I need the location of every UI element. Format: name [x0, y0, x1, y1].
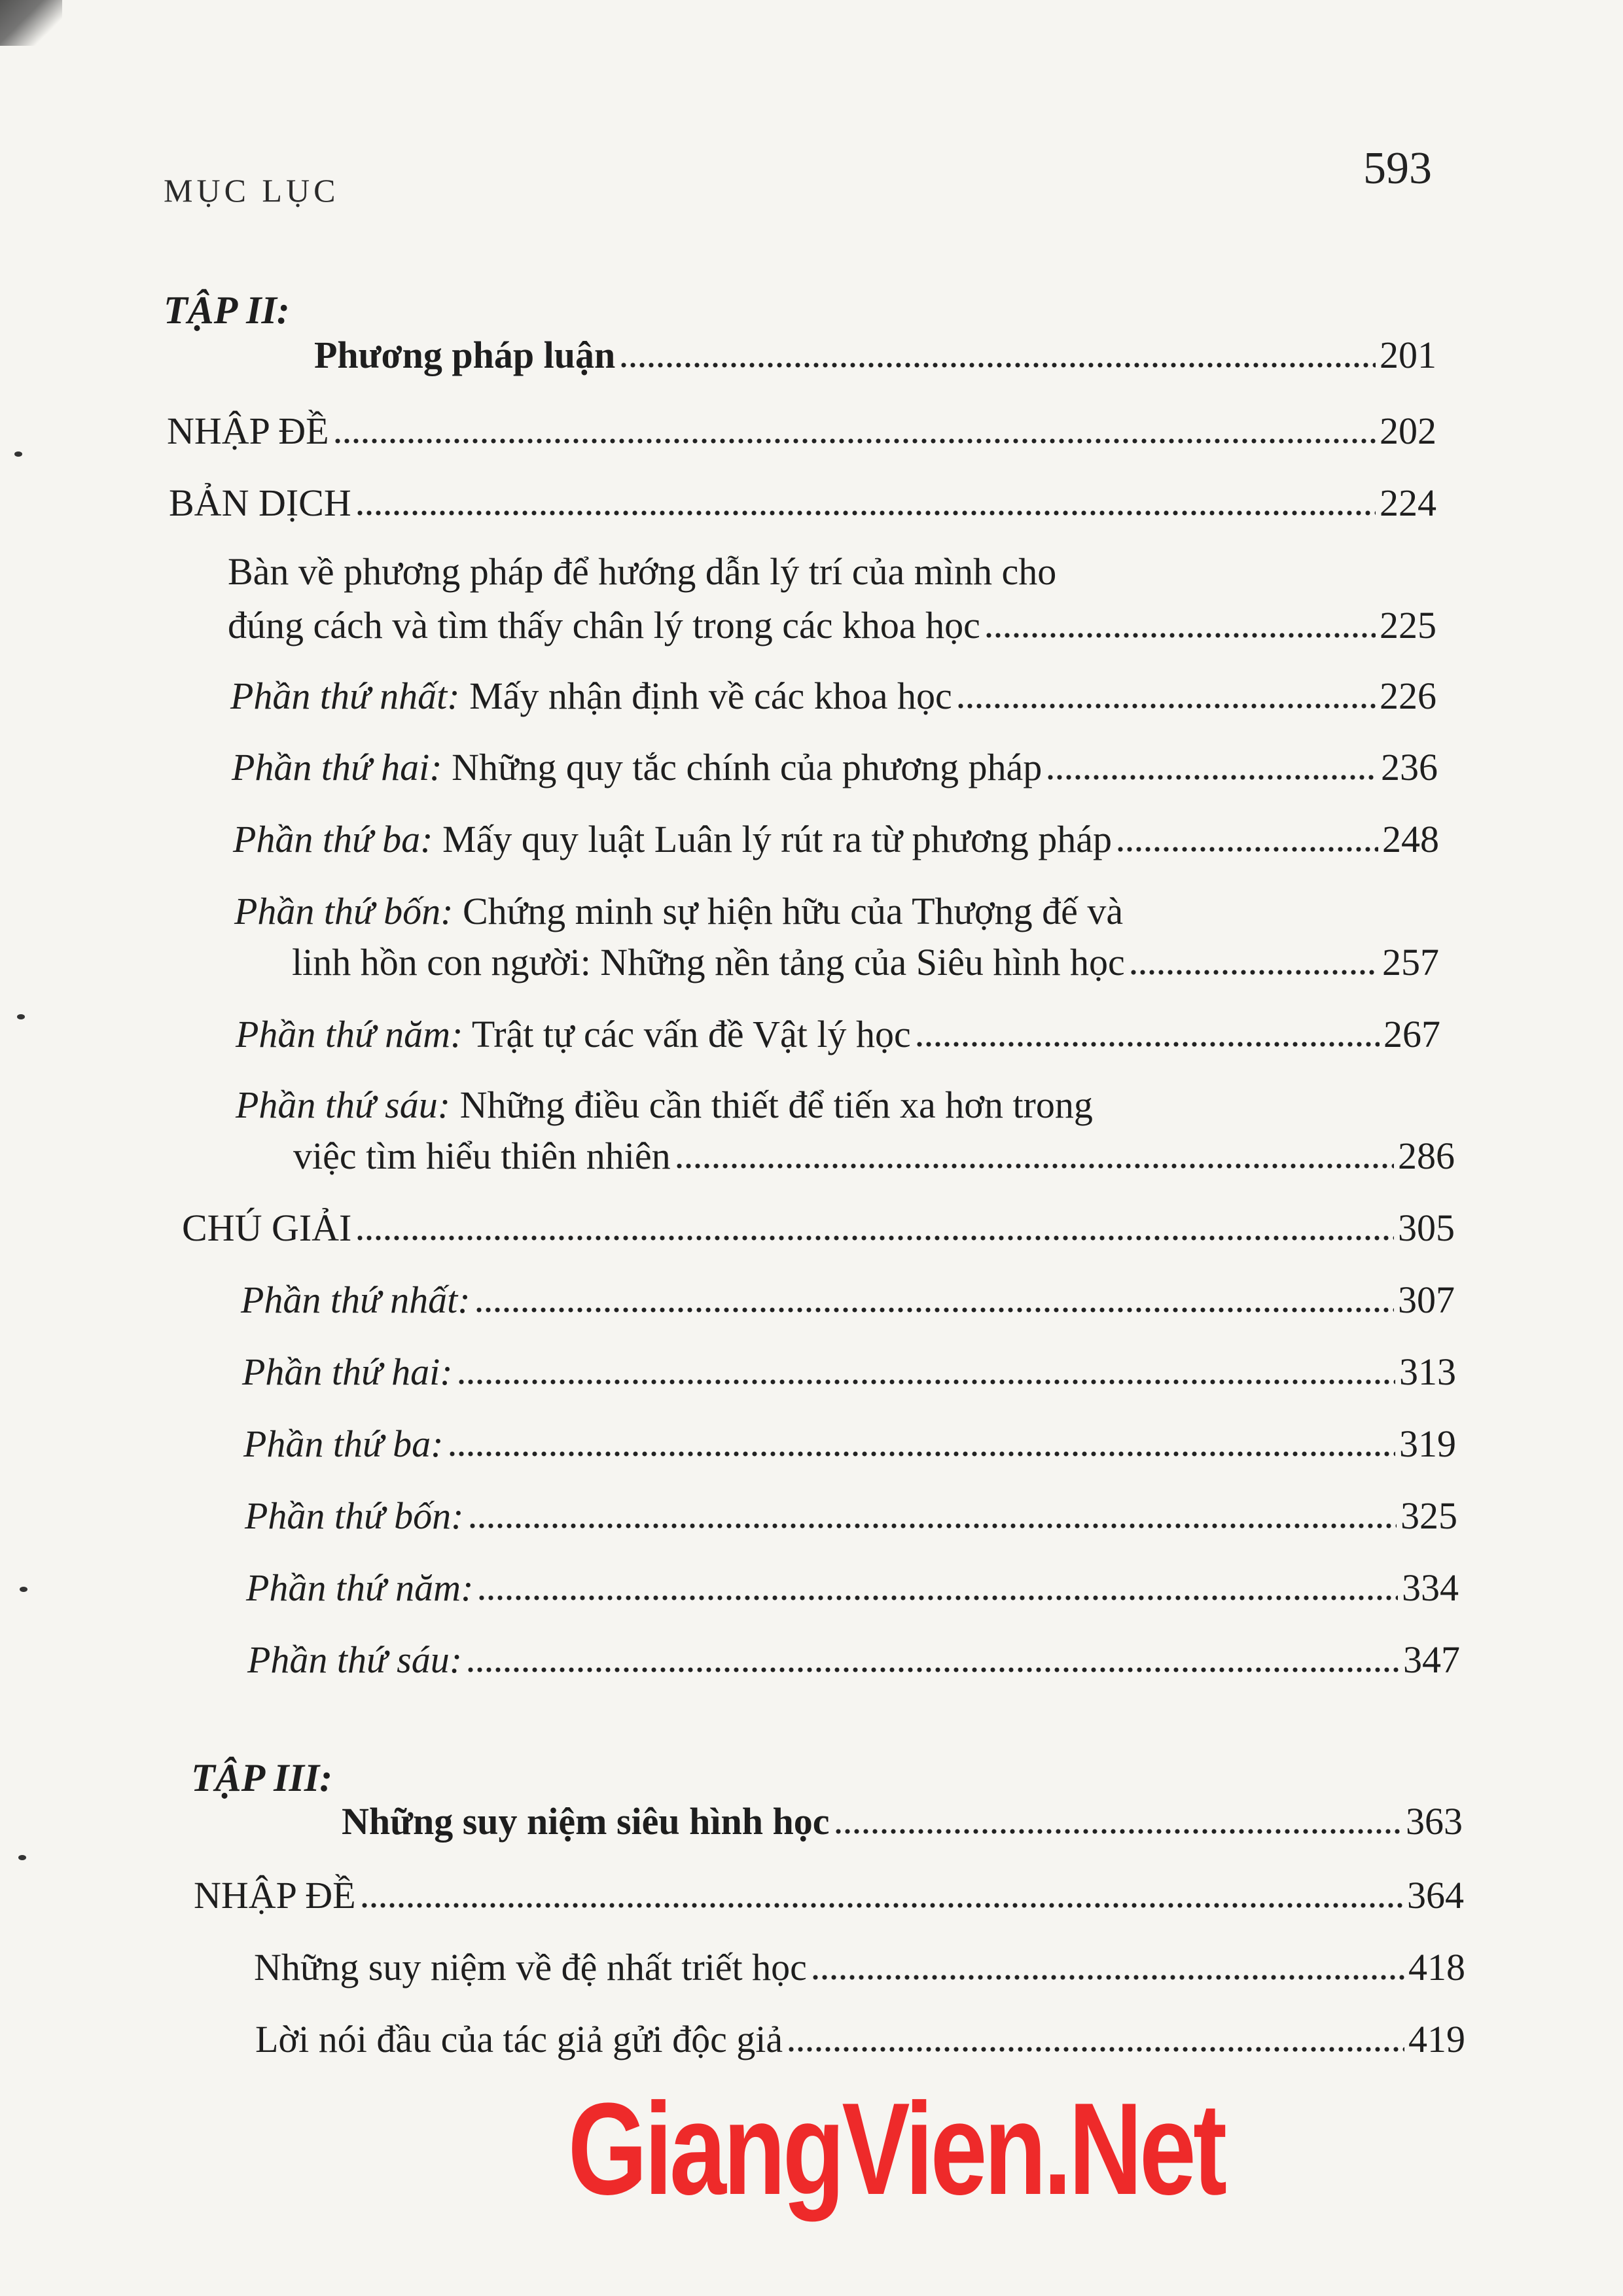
dot-leader [466, 1667, 1399, 1672]
toc-entry-note-part-1[interactable] [241, 1281, 1455, 1319]
part-label: Phần thứ năm: [236, 1013, 463, 1055]
scan-speck [17, 1014, 25, 1019]
scan-speck [14, 451, 22, 457]
entry-page: 225 [1380, 604, 1436, 646]
entry-text: Phần thứ sáu: [247, 1638, 463, 1681]
dot-leader [1116, 847, 1378, 852]
page-number: 593 [1363, 143, 1432, 194]
entry-page: 319 [1399, 1422, 1456, 1465]
entry-text: CHÚ GIẢI [182, 1207, 352, 1249]
entry-text: Phương pháp luận [314, 334, 616, 376]
toc-entry-vol3-intro[interactable] [194, 1874, 1464, 1916]
dot-leader [355, 1235, 1394, 1241]
entry-text: Lời nói đầu của tác giả gửi độc giả [255, 2018, 783, 2060]
part-title: Mấy quy luật Luân lý rút ra từ phương pháp [433, 818, 1112, 860]
toc-entry-discourse[interactable] [228, 604, 1436, 646]
entry-page: 236 [1381, 746, 1438, 788]
dot-leader [448, 1451, 1396, 1457]
entry-text: Phần thứ nhất: [241, 1279, 471, 1321]
entry-text: NHẬP ĐỀ [167, 410, 329, 452]
entry-page: 363 [1406, 1800, 1463, 1843]
scan-edge-shadow [0, 0, 62, 46]
entry-page: 201 [1380, 334, 1436, 376]
entry-page: 419 [1408, 2018, 1465, 2060]
volume-3-label: TẬP III: [191, 1756, 333, 1799]
dot-leader [619, 362, 1376, 368]
dot-leader [984, 633, 1376, 638]
part-label: Phần thứ bốn: [234, 890, 454, 932]
entry-text: Phần thứ ba: [243, 1422, 444, 1465]
dot-leader [787, 2047, 1404, 2052]
entry-page: 286 [1398, 1135, 1455, 1177]
dot-leader [477, 1595, 1398, 1600]
entry-page: 248 [1382, 818, 1439, 860]
toc-entry-vol3-title[interactable] [342, 1800, 1463, 1843]
entry-page: 267 [1383, 1013, 1440, 1055]
part-title: Trật tự các vấn đề Vật lý học [463, 1013, 911, 1055]
toc-entry-part-6[interactable] [293, 1137, 1455, 1175]
toc-entry-part-3[interactable] [233, 818, 1439, 860]
dot-leader [1046, 775, 1377, 780]
toc-entry-note-part-5[interactable] [246, 1566, 1459, 1609]
toc-entry-note-part-3[interactable] [243, 1422, 1456, 1465]
watermark-logo: GiangVien.Net [567, 2076, 1224, 2222]
toc-entry-translation[interactable] [169, 484, 1436, 522]
entry-page: 364 [1407, 1874, 1464, 1916]
dot-leader [468, 1523, 1397, 1528]
entry-page: 307 [1398, 1279, 1455, 1321]
scan-speck [20, 1587, 27, 1592]
toc-entry-part-1[interactable] [230, 677, 1436, 715]
dot-leader [360, 1903, 1403, 1908]
running-head: MỤC LỤC [164, 172, 340, 209]
part-6-line-1 [236, 1086, 1093, 1124]
dot-leader [457, 1379, 1395, 1385]
entry-page: 224 [1380, 482, 1436, 524]
entry-text [236, 1013, 911, 1055]
toc-entry-notes[interactable] [182, 1209, 1455, 1247]
dot-leader [355, 510, 1376, 516]
dot-leader [1129, 970, 1378, 975]
dot-leader [675, 1163, 1394, 1169]
entry-text [230, 677, 952, 715]
part-label: Phần thứ sáu: [236, 1084, 451, 1126]
entry-text: Phần thứ bốn: [245, 1494, 464, 1537]
toc-entry-part-4[interactable] [292, 941, 1439, 983]
volume-2-label: TẬP II: [164, 289, 290, 332]
discourse-line-1: Bàn về phương pháp để hướng dẫn lý trí của mình cho [228, 550, 1057, 593]
entry-text: Những suy niệm về đệ nhất triết học [254, 1946, 807, 1988]
toc-entry-note-part-6[interactable] [247, 1638, 1460, 1681]
entry-page: 334 [1402, 1566, 1459, 1609]
dot-leader [834, 1829, 1402, 1834]
entry-page: 418 [1408, 1946, 1465, 1988]
part-label: Phần thứ hai: [232, 746, 442, 788]
entry-text [233, 818, 1112, 860]
entry-text [232, 746, 1043, 788]
toc-entry-note-part-4[interactable] [245, 1494, 1457, 1537]
toc-entry-part-5[interactable] [236, 1013, 1440, 1055]
entry-text: NHẬP ĐỀ [194, 1874, 356, 1916]
toc-entry-vol3-item-1[interactable] [254, 1946, 1465, 1988]
entry-text: Phần thứ hai: [242, 1351, 453, 1393]
entry-page: 257 [1382, 941, 1439, 983]
entry-page: 347 [1403, 1638, 1460, 1681]
toc-entry-vol3-item-2[interactable] [255, 2018, 1465, 2060]
part-label: Phần thứ ba: [233, 818, 433, 860]
entry-text: việc tìm hiểu thiên nhiên [293, 1135, 671, 1177]
entry-text: linh hồn con người: Những nền tảng của Siêu hình học [292, 941, 1125, 983]
toc-entry-note-part-2[interactable] [242, 1353, 1456, 1391]
part-title: Chứng minh sự hiện hữu của Thượng đế và [453, 890, 1124, 932]
entry-page: 313 [1399, 1351, 1456, 1393]
entry-page: 202 [1380, 410, 1436, 452]
dot-leader [956, 703, 1376, 709]
entry-page: 325 [1400, 1494, 1457, 1537]
entry-text: đúng cách và tìm thấy chân lý trong các khoa học [228, 604, 980, 646]
toc-entry-vol2-title[interactable] [314, 336, 1436, 374]
part-title: Những điều cần thiết để tiến xa hơn trong [450, 1084, 1093, 1126]
dot-leader [474, 1307, 1394, 1313]
toc-entry-part-2[interactable] [232, 746, 1438, 788]
dot-leader [915, 1042, 1380, 1047]
dot-leader [811, 1975, 1404, 1980]
part-title: Mấy nhận định về các khoa học [459, 675, 952, 717]
toc-entry-intro[interactable] [167, 412, 1436, 450]
part-label: Phần thứ nhất: [230, 675, 460, 717]
entry-text: BẢN DỊCH [169, 482, 351, 524]
part-4-line-1 [234, 892, 1123, 930]
entry-page: 305 [1398, 1207, 1455, 1249]
entry-text: Phần thứ năm: [246, 1566, 474, 1609]
entry-text: Những suy niệm siêu hình học [342, 1800, 830, 1843]
part-title: Những quy tắc chính của phương pháp [442, 746, 1043, 788]
entry-page: 226 [1380, 675, 1436, 717]
scan-speck [18, 1855, 26, 1860]
dot-leader [333, 438, 1376, 444]
